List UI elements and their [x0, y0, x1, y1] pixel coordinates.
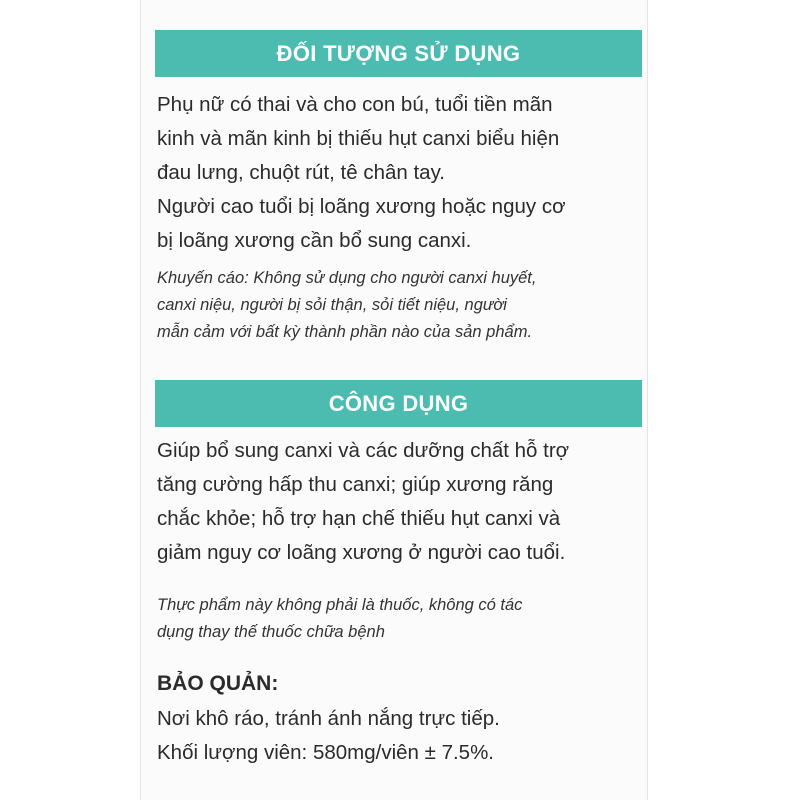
text-line: bị loãng xương cần bổ sung canxi.	[157, 229, 472, 252]
disclaimer-text	[157, 592, 647, 646]
text-line: Nơi khô ráo, tránh ánh nắng trực tiếp.	[157, 707, 500, 730]
storage-text	[157, 702, 647, 770]
section-banner-uses	[155, 380, 642, 427]
text-line: chắc khỏe; hỗ trợ hạn chế thiếu hụt canxi và	[157, 507, 561, 530]
target-users-text	[157, 88, 647, 258]
text-line: Khuyến cáo: Không sử dụng cho người canxi huyết,	[157, 269, 537, 287]
text-line: mẫn cảm với bất kỳ thành phần nào của sản phẩm.	[157, 323, 533, 341]
storage-heading: BẢO QUẢN:	[157, 672, 279, 695]
section-title: CÔNG DỤNG	[328, 390, 469, 416]
text-line: Người cao tuổi bị loãng xương hoặc nguy cơ	[157, 195, 566, 218]
text-line: dụng thay thế thuốc chữa bệnh	[157, 623, 385, 641]
text-line: đau lưng, chuột rút, tê chân tay.	[157, 161, 445, 184]
text-line: tăng cường hấp thu canxi; giúp xương răng	[157, 473, 554, 496]
text-line: Khối lượng viên: 580mg/viên ± 7.5%.	[157, 741, 494, 764]
text-line: canxi niệu, người bị sỏi thận, sỏi tiết niệu, người	[157, 296, 507, 314]
text-line: Giúp bổ sung canxi và các dưỡng chất hỗ trợ	[157, 439, 570, 462]
text-line: Phụ nữ có thai và cho con bú, tuổi tiền mãn	[157, 93, 553, 116]
text-line: Thực phẩm này không phải là thuốc, không có tác	[157, 596, 523, 614]
uses-text	[157, 434, 647, 570]
warning-text	[157, 265, 647, 346]
text-line: kinh và mãn kinh bị thiếu hụt canxi biểu hiện	[157, 127, 560, 150]
section-title: ĐỐI TƯỢNG SỬ DỤNG	[276, 40, 521, 66]
text-line: giảm nguy cơ loãng xương ở người cao tuổi.	[157, 541, 566, 564]
section-banner-target-users	[155, 30, 642, 77]
